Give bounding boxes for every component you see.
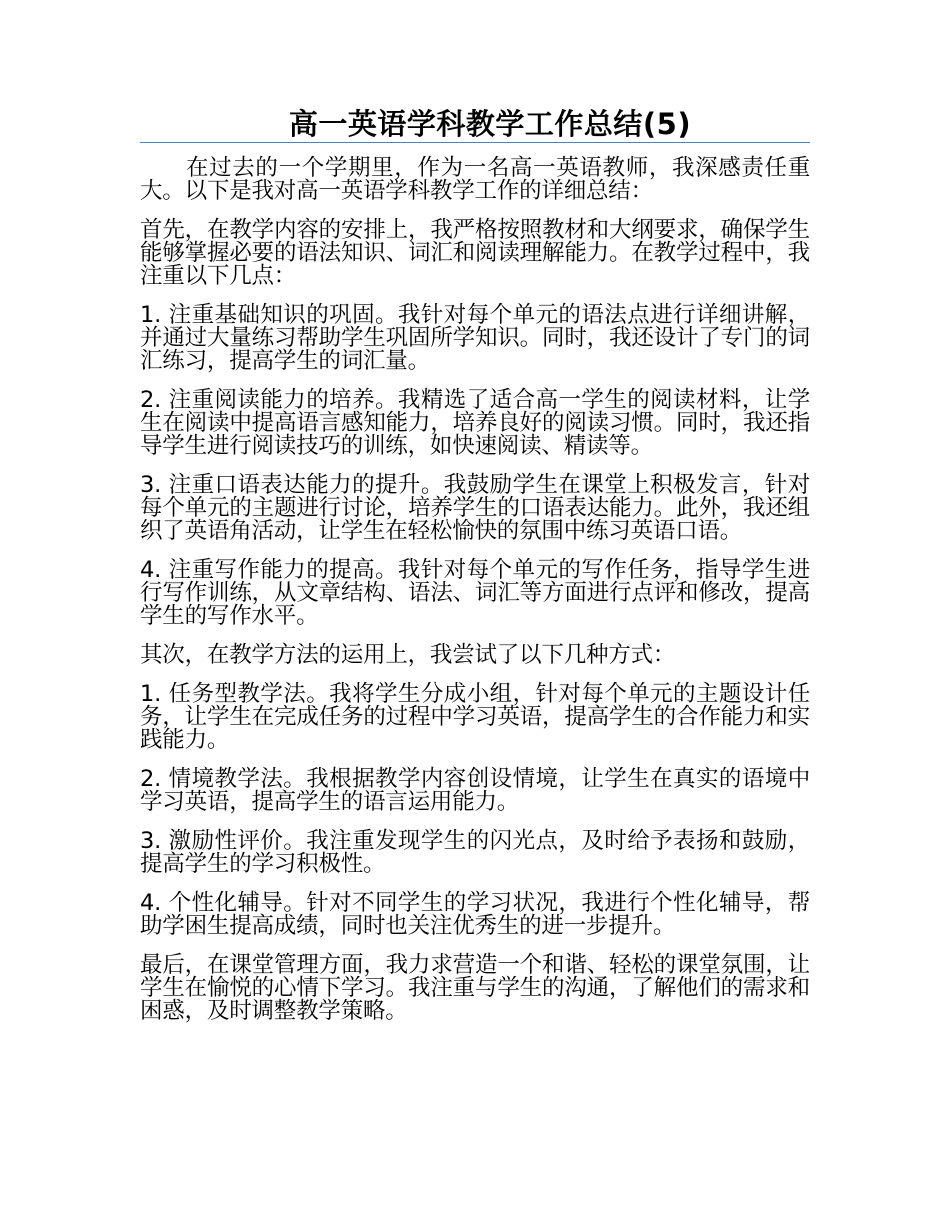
paragraph-content-arrangement: 首先，在教学内容的安排上，我严格按照教材和大纲要求，确保学生能够掌握必要的语法知识、词汇和阅读理解能力。在教学过程中，我注重以下几点： (140, 217, 810, 289)
paragraph-method-4-individual: 4. 个性化辅导。针对不同学生的学习状况，我进行个性化辅导，帮助学困生提高成绩，同时也关注优秀生的进一步提升。 (140, 890, 810, 939)
paragraph-classroom-management: 最后，在课堂管理方面，我力求营造一个和谐、轻松的课堂氛围，让学生在愉悦的心情下学习。我注重与学生的沟通，了解他们的需求和困惑，及时调整教学策略。 (140, 952, 810, 1024)
document-page (140, 100, 810, 1039)
paragraph-point-3-speaking: 3. 注重口语表达能力的提升。我鼓励学生在课堂上积极发言，针对每个单元的主题进行讨论，培养学生的口语表达能力。此外，我还组织了英语角活动，让学生在轻松愉快的氛围中练习英语口语。 (140, 472, 810, 544)
document-title: 高一英语学科教学工作总结(5) (288, 107, 692, 141)
paragraph-point-2-reading: 2. 注重阅读能力的培养。我精选了适合高一学生的阅读材料，让学生在阅读中提高语言感知能力，培养良好的阅读习惯。同时，我还指导学生进行阅读技巧的训练，如快速阅读、精读等。 (140, 387, 810, 459)
paragraph-method-3-incentive: 3. 激励性评价。我注重发现学生的闪光点，及时给予表扬和鼓励，提高学生的学习积极性。 (140, 828, 810, 877)
paragraph-point-1-basics: 1. 注重基础知识的巩固。我针对每个单元的语法点进行详细讲解，并通过大量练习帮助学生巩固所学知识。同时，我还设计了专门的词汇练习，提高学生的词汇量。 (140, 302, 810, 374)
paragraph-method-2-situational: 2. 情境教学法。我根据教学内容创设情境，让学生在真实的语境中学习英语，提高学生的语言运用能力。 (140, 766, 810, 815)
paragraph-method-1-task: 1. 任务型教学法。我将学生分成小组，针对每个单元的主题设计任务，让学生在完成任务的过程中学习英语，提高学生的合作能力和实践能力。 (140, 681, 810, 753)
paragraph-methods-intro: 其次，在教学方法的运用上，我尝试了以下几种方式： (140, 642, 676, 668)
paragraph-point-4-writing: 4. 注重写作能力的提高。我针对每个单元的写作任务，指导学生进行写作训练，从文章结构、语法、词汇等方面进行点评和修改，提高学生的写作水平。 (140, 557, 810, 629)
intro-paragraph: 在过去的一个学期里，作为一名高一英语教师，我深感责任重大。以下是我对高一英语学科教学工作的详细总结： (140, 155, 810, 204)
title-block (140, 100, 810, 143)
